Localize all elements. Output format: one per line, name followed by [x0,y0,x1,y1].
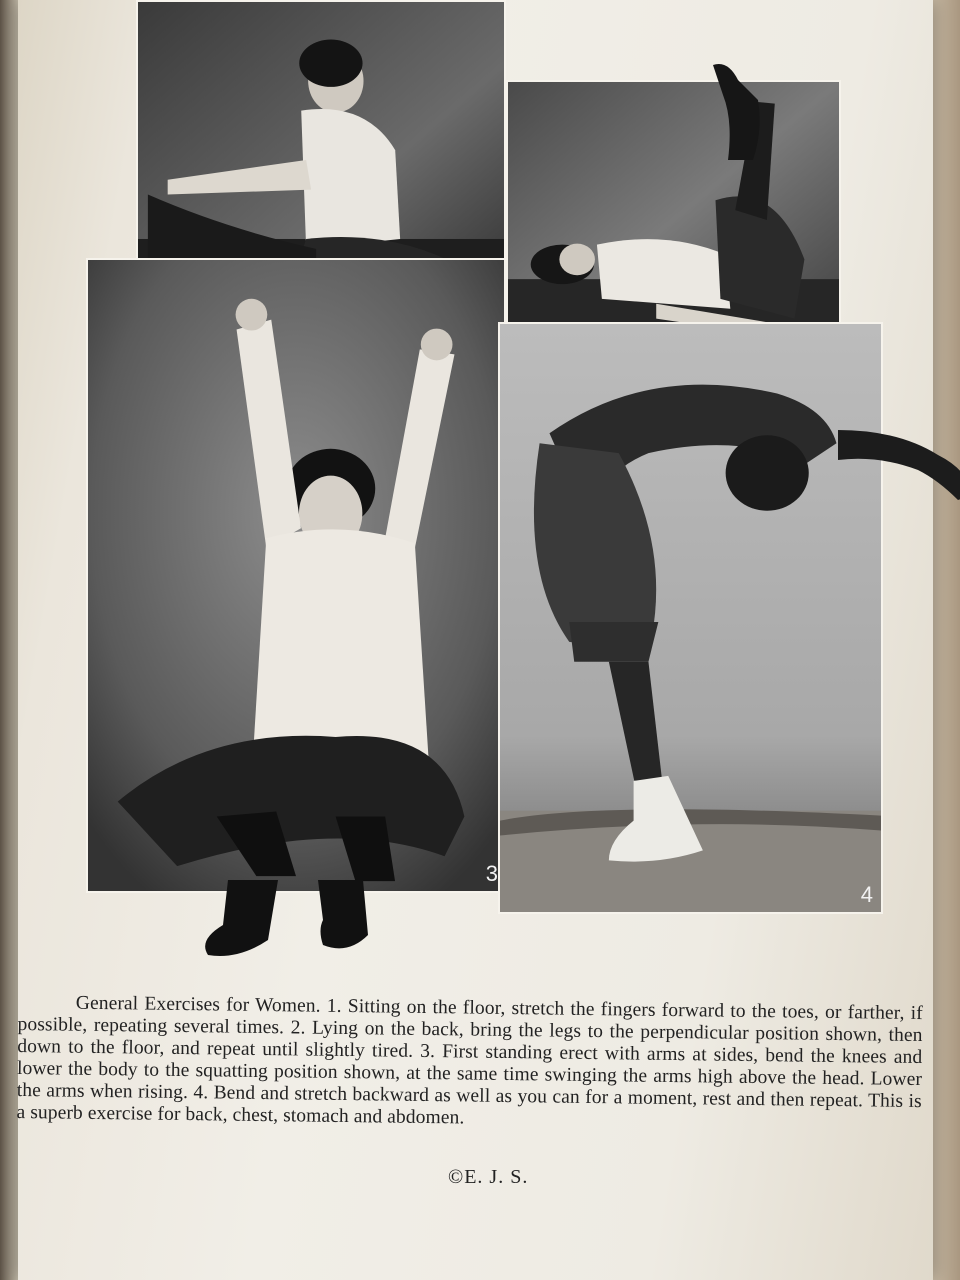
photo-lying-leg-raise [506,80,841,360]
overflow-leg-figure [708,60,778,160]
photo-backward-bend [498,322,883,914]
photo-number-4: 4 [860,882,873,907]
caption-text: General Exercises for Women. 1. Sitting on the floor, stretch the fingers forward to the toes, or farther, if possible, repeating several times. 2. Lying on the back, bring the legs to the perpendicular position shown, then down to the floor, and repeat until slightly tired. 3. First standing erect with arms at sides, bend the knees and lower the body to the squatting position shown, at the same time swinging the arms high above the head. Lower the arms when rising. 4. Bend and stretch backward as well as you can for a moment, rest and then repeat. This is a superb exercise for back, chest, stomach and abdomen. [16,992,923,1129]
photo-number-3: 3 [485,861,498,886]
copyright-mark: ©E. J. S. [448,1166,529,1188]
overflow-arm-figure [838,410,960,510]
overflow-feet-figure [198,880,378,980]
squatting-arms-raised-photo [88,260,504,891]
photo-squatting [86,258,506,893]
book-page [18,0,933,1280]
plate-caption [16,992,923,1135]
lying-leg-raise-photo [508,82,839,358]
backward-bend-photo [500,324,881,912]
